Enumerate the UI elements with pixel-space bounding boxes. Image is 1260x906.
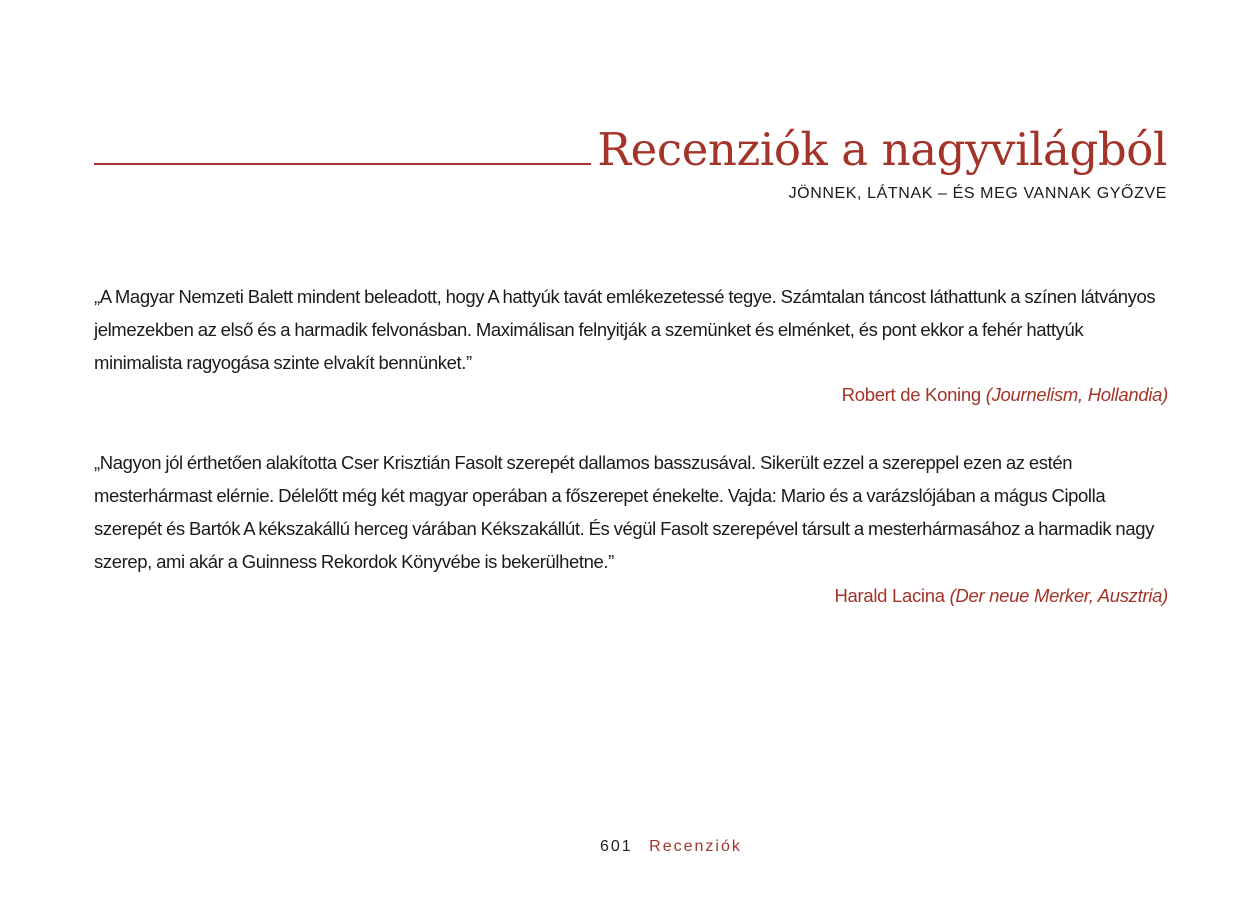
review-author-1: Robert de Koning	[841, 384, 981, 405]
review-source-1: (Journelism, Hollandia)	[985, 384, 1168, 405]
page-number: 601	[600, 838, 633, 855]
page-subtitle: JÖNNEK, LÁTNAK – ÉS MEG VANNAK GYŐZVE	[788, 185, 1167, 202]
title-rule	[94, 163, 591, 165]
page-footer	[600, 836, 742, 858]
review-source-2: (Der neue Merker, Ausztria)	[949, 585, 1168, 606]
page-title: Recenziók a nagyvilágból	[597, 123, 1167, 176]
review-attribution-1	[842, 381, 1168, 409]
review-attribution-2	[834, 582, 1168, 610]
review-author-2: Harald Lacina	[834, 585, 945, 606]
review-quote-2: „Nagyon jól érthetően alakította Cser Krisztián Fasolt szerepét dallamos basszusával. Sikerült ezzel a szereppel ezen az estén mesterhármast elérnie. Délelőtt még két magyar operában a főszerepet énekelte. Vajda: Mario és a varázslójában a mágus Cipolla szerepét és Bartók A kékszakállú herceg várában Kékszakállút. És végül Fasolt szerepével társult a mesterhármasához a harmadik nagy szerep, ami akár a Guinness Rekordok Könyvébe is bekerülhetne.”	[94, 452, 1154, 572]
footer-section-name: Recenziók	[649, 838, 742, 855]
review-quote-1: „A Magyar Nemzeti Balett mindent beleadott, hogy A hattyúk tavát emlékezetessé tegye. Számtalan táncost láthattunk a színen látványos jelmezekben az első és a harmadik felvonásban. Maximálisan felnyitják a szemünket és elménket, és pont ekkor a fehér hattyúk minimalista ragyogása szinte elvakít bennünket.”	[94, 286, 1156, 373]
